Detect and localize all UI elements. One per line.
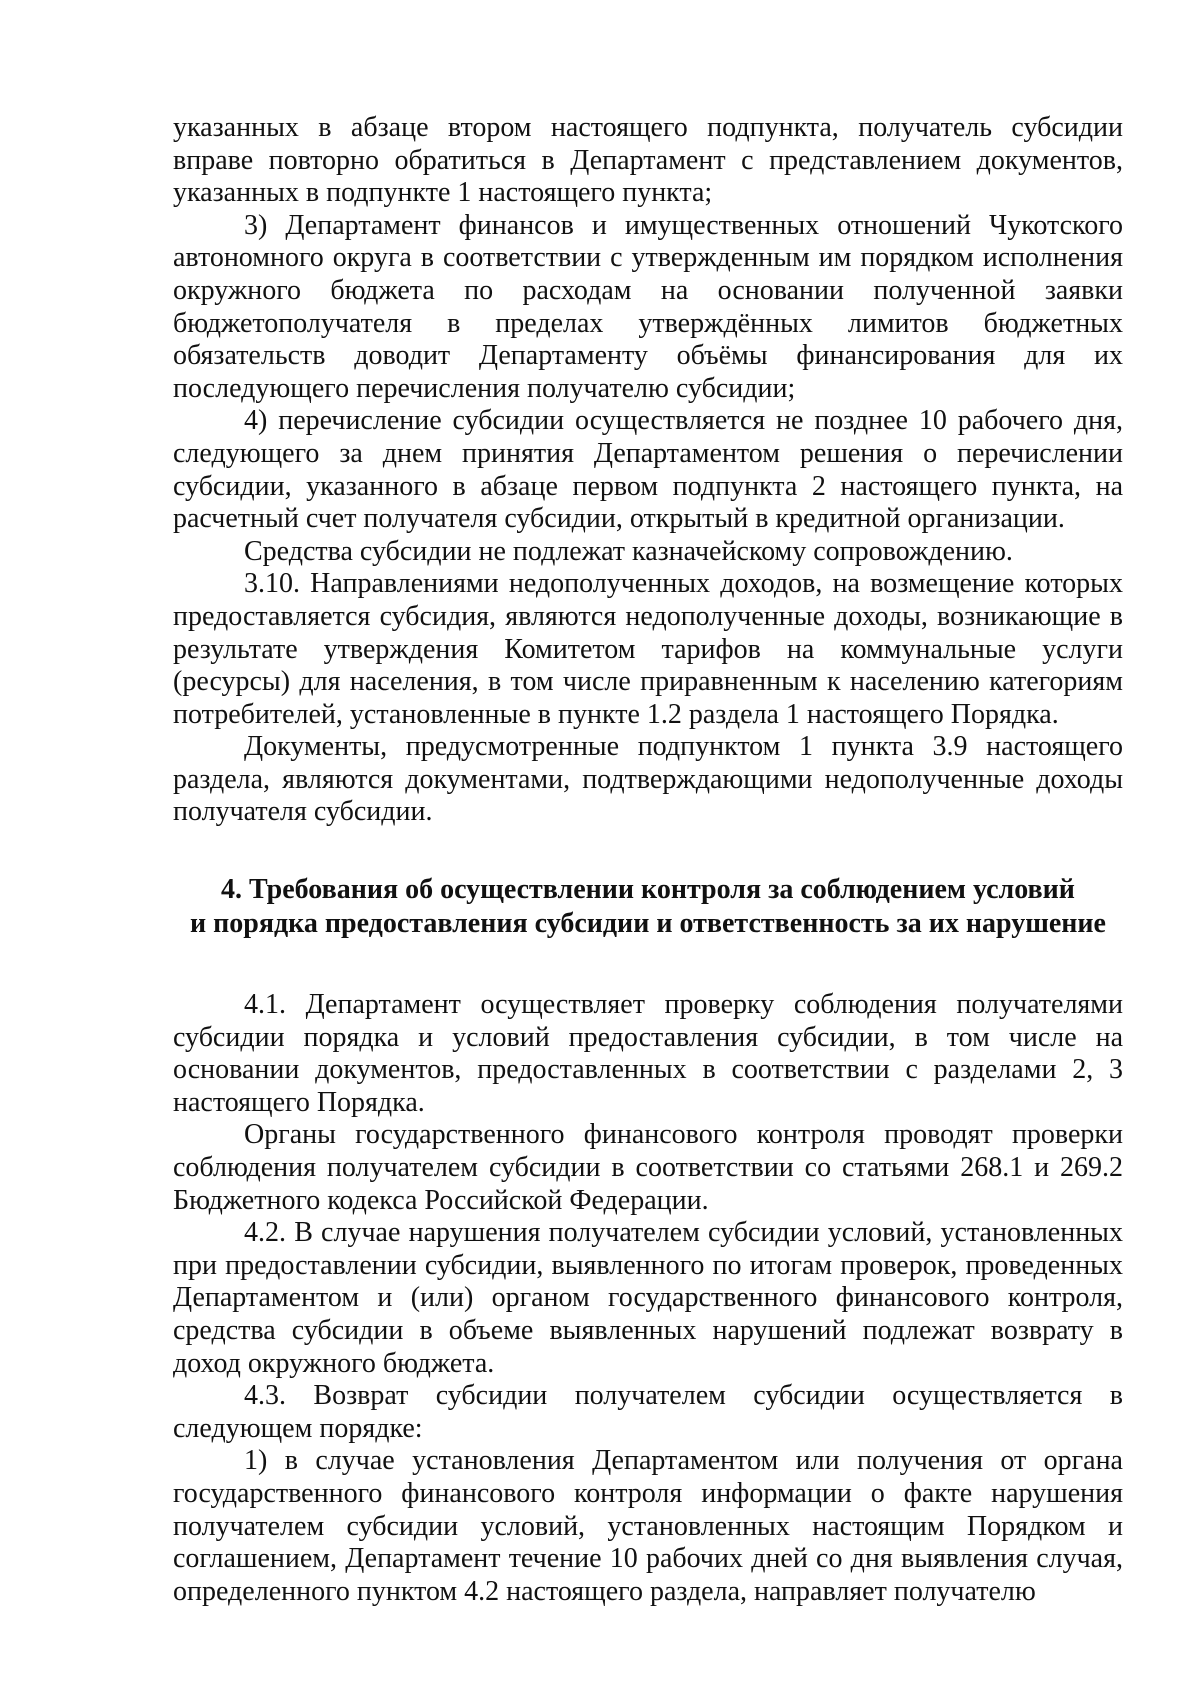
section-heading-line-1: 4. Требования об осуществлении контроля за соблюдением условий [221,874,1075,906]
paragraph-4-2: 4.2. В случае нарушения получателем субсидии условий, установленных при предоставлении субсидии, выявленного по итогам проверок, проведенных Департаментом и (или) органом государственного финансового контроля, средства субсидии в объеме выявленных нарушений подлежат возврату в доход окружного бюджета. [173,1217,1123,1379]
section-heading-line-2: и порядка предоставления субсидии и ответственность за их нарушение [190,908,1106,940]
section-4-heading [173,873,1123,941]
document-page [173,112,1123,1608]
paragraph-treasury-note: Средства субсидии не подлежат казначейскому сопровождению. [244,535,1013,567]
paragraph-4-1: 4.1. Департамент осуществляет проверку соблюдения получателями субсидии порядка и условий предоставления субсидии, в том числе на основании документов, предоставленных в соответствии с разделами 2, 3 настоящего Порядка. [173,989,1123,1118]
paragraph-4-3: 4.3. Возврат субсидии получателем субсидии осуществляется в следующем порядке: [173,1380,1123,1444]
paragraph-documents: Документы, предусмотренные подпунктом 1 пункта 3.9 настоящего раздела, являются документами, подтверждающими недополученные доходы получателя субсидии. [173,731,1123,828]
paragraph-3-10: 3.10. Направлениями недополученных доходов, на возмещение которых предоставляется субсидия, являются недополученные доходы, возникающие в результате утверждения Комитетом тарифов на коммунальные услуги (ресурсы) для населения, в том числе приравненным к населению категориям потребителей, установленные в пункте 1.2 раздела 1 настоящего Порядка. [173,568,1123,730]
paragraph-subitem-3: 3) Департамент финансов и имущественных отношений Чукотского автономного округа в соответствии с утвержденным им порядком исполнения окружного бюджета по расходам на основании полученной заявки бюджетополучателя в пределах утверждённых лимитов бюджетных обязательств доводит Департаменту объёмы финансирования для их последующего перечисления получателю субсидии; [173,209,1123,404]
paragraph-continuation: указанных в абзаце втором настоящего подпункта, получатель субсидии вправе повторно обратиться в Департамент с представлением документов, указанных в подпункте 1 настоящего пункта; [173,112,1123,209]
paragraph-4-3-item-1: 1) в случае установления Департаментом или получения от органа государственного финансового контроля информации о факте нарушения получателем субсидии условий, установленных настоящим Порядком и соглашением, Департамент течение 10 рабочих дней со дня выявления случая, определенного пунктом 4.2 настоящего раздела, направляет получателю [173,1445,1123,1607]
paragraph-subitem-4: 4) перечисление субсидии осуществляется не позднее 10 рабочего дня, следующего за днем принятия Департаментом решения о перечислении субсидии, указанного в абзаце первом подпункта 2 настоящего пункта, на расчетный счет получателя субсидии, открытый в кредитной организации. [173,405,1123,535]
paragraph-control-bodies: Органы государственного финансового контроля проводят проверки соблюдения получателем субсидии в соответствии со статьями 268.1 и 269.2 Бюджетного кодекса Российской Федерации. [173,1119,1123,1216]
